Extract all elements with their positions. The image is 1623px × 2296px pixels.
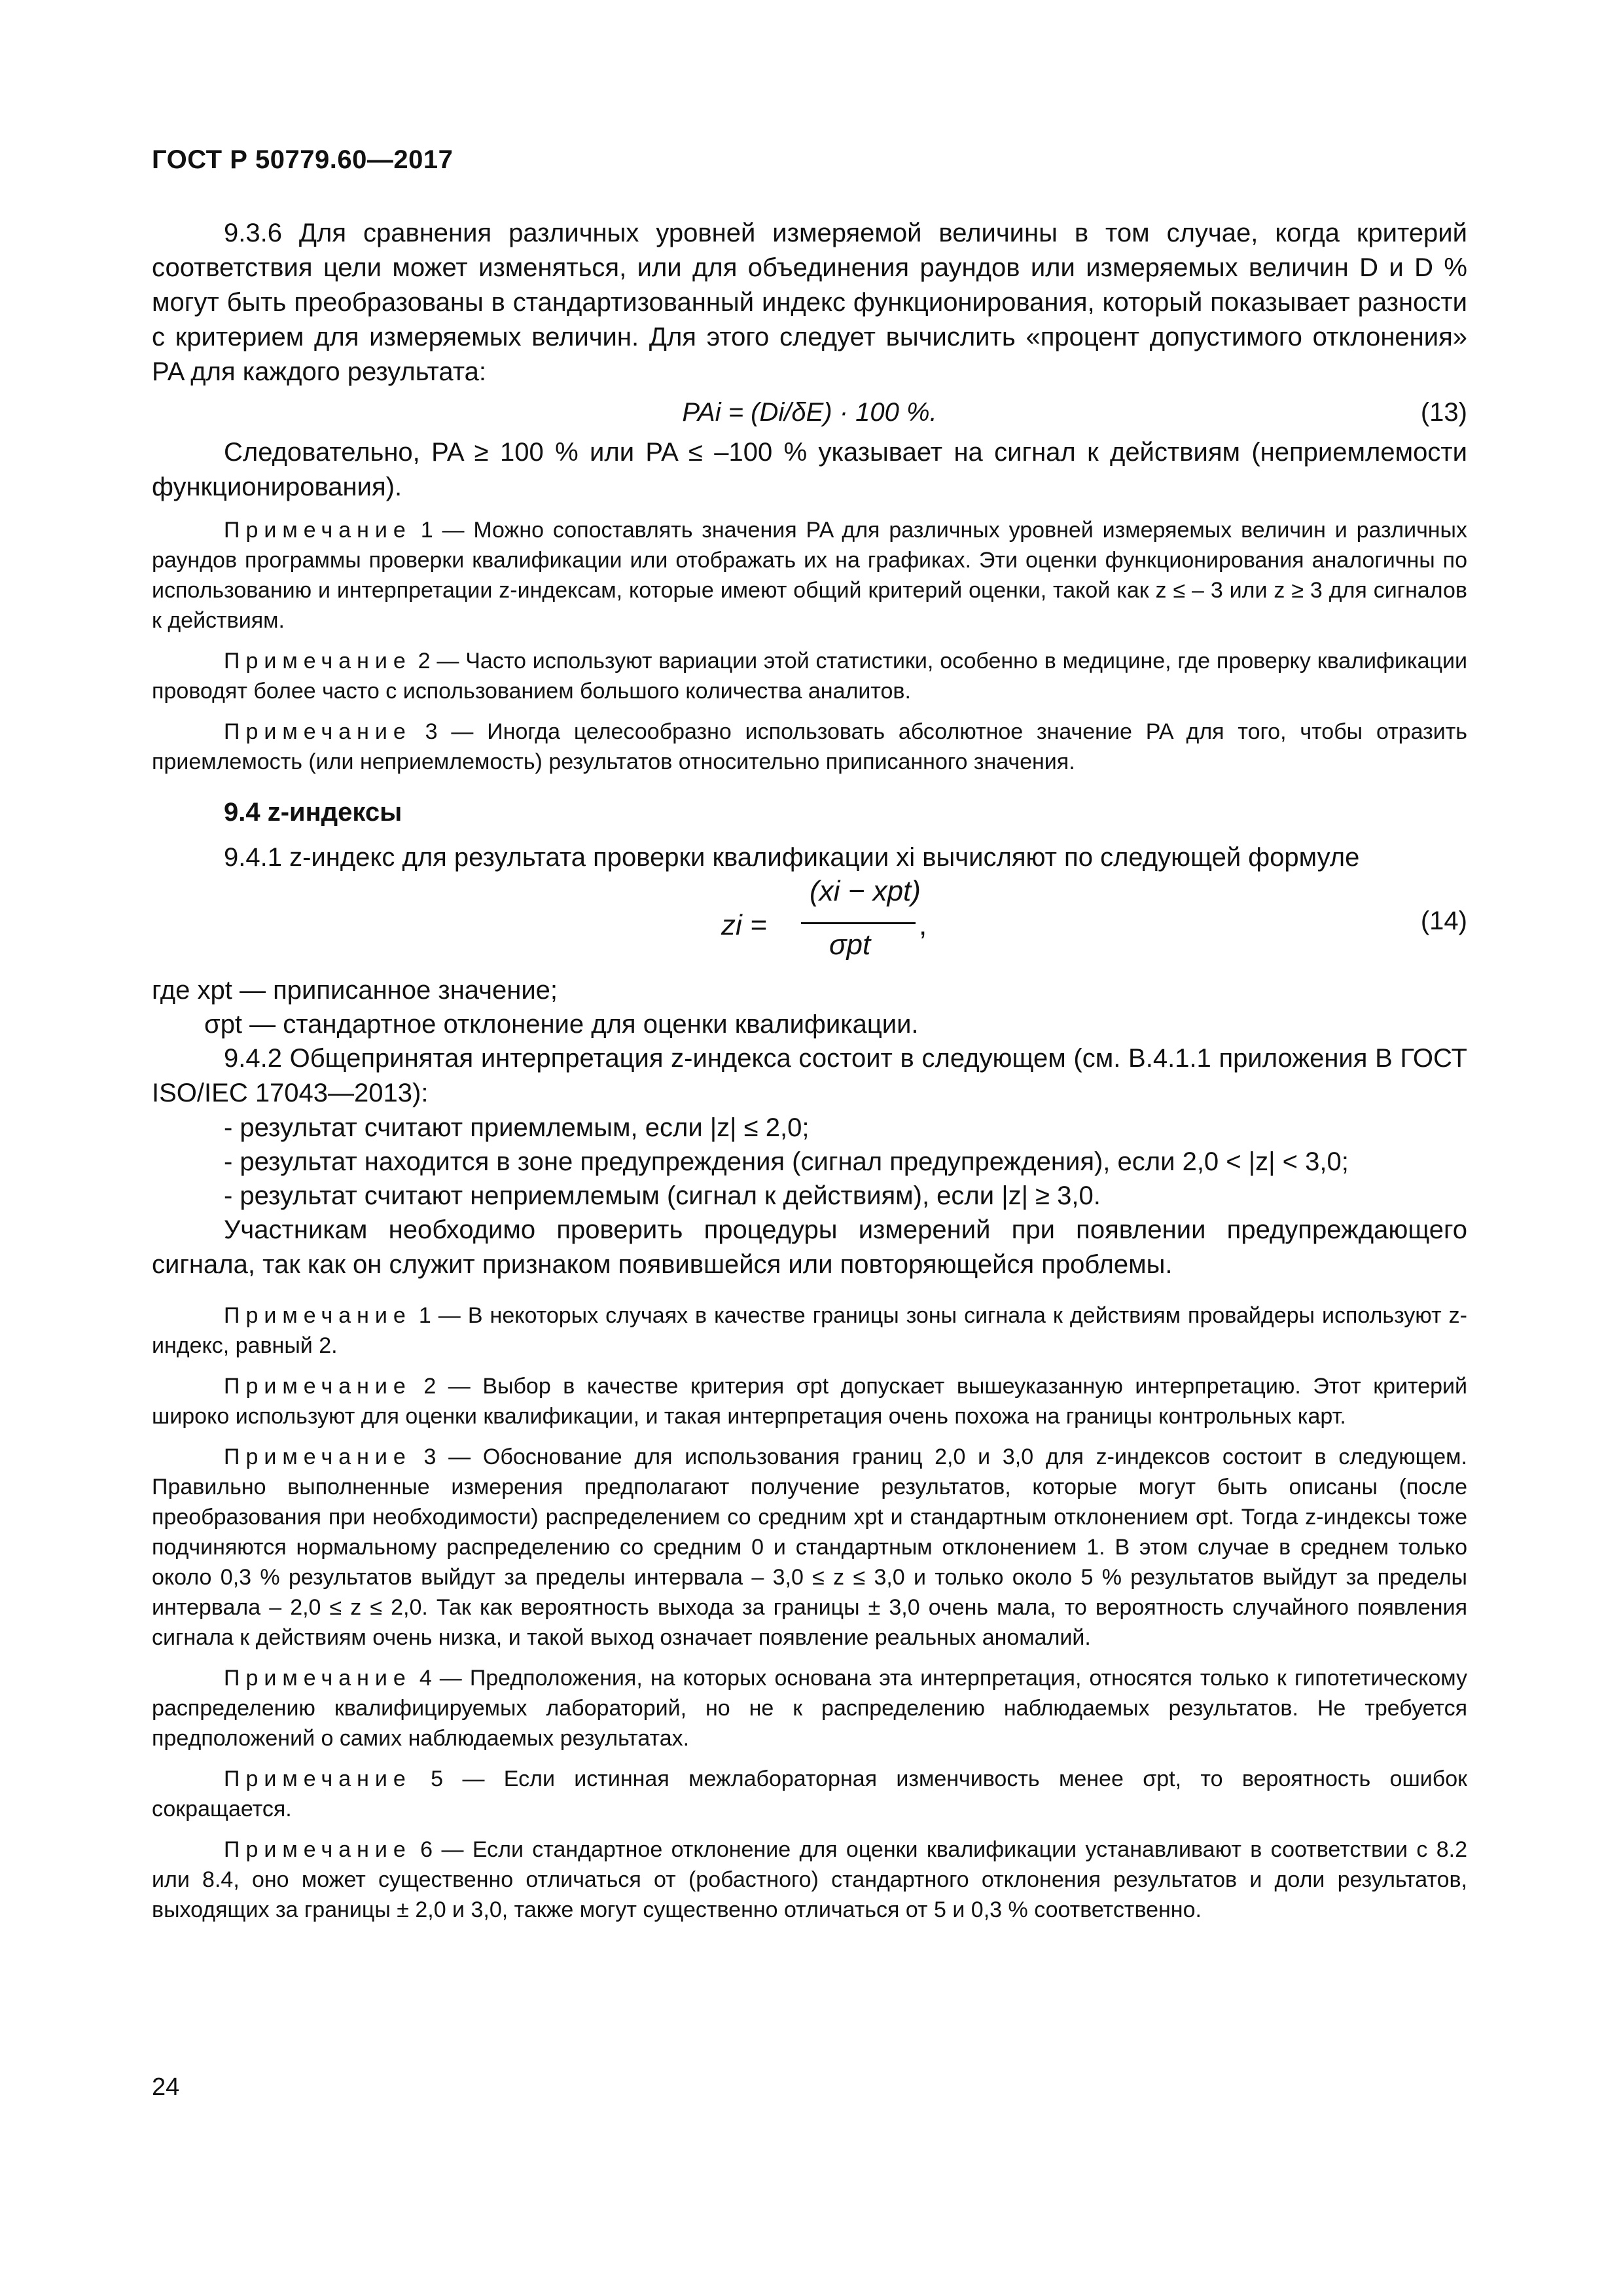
formula-14-comma: ,: [919, 909, 927, 941]
note-label: Примечание: [224, 719, 412, 744]
page-number: 24: [152, 2073, 180, 2101]
note-text: 2 — Выбор в качестве критерия σpt допускает вышеуказанную интерпретацию. Этот критерий широко используют для оценки квалификации, и такая интерпретация очень похожа на границы контрольных карт.: [152, 1374, 1467, 1429]
formula-14-denominator: σpt: [829, 929, 871, 961]
formula-13-number: (13): [1420, 398, 1467, 427]
where-line-1: где xpt — приписанное значение;: [152, 976, 558, 1005]
note-b-2: [152, 1371, 1467, 1431]
note-a-3: [152, 717, 1467, 777]
note-b-6: [152, 1835, 1467, 1925]
paragraph-9-4-2: 9.4.2 Общепринятая интерпретация z-индекса состоит в следующем (см. B.4.1.1 приложения B ГОСТ ISO/IEC 17043—2013):: [152, 1044, 1467, 1107]
paragraph-participants: Участникам необходимо проверить процедуры измерений при появлении предупреждающего сигнала, так как он служит признаком появившейся или повторяющейся проблемы.: [152, 1215, 1467, 1279]
note-b-5: [152, 1764, 1467, 1824]
note-text: 5 — Если истинная межлабораторная изменчивость менее σpt, то вероятность ошибок сокращается.: [152, 1767, 1468, 1821]
note-text: 1 — Можно сопоставлять значения PA для различных уровней измеряемых величин и различных раундов программы проверки квалификации или отображать их на графиках. Эти оценки функционирования аналогичны по использованию и интерпретации z-индексам, которые имеют общий критерий оценки, такой как z ≤ – 3 или z ≥ 3 для сигналов к действиям.: [152, 518, 1467, 633]
note-text: 2 — Часто используют вариации этой статистики, особенно в медицине, где проверку квалификации проводят более часто с использованием большого количества аналитов.: [152, 649, 1467, 704]
bullet-item: - результат считают приемлемым, если |z| ≤ 2,0;: [224, 1113, 810, 1142]
document-header: ГОСТ Р 50779.60—2017: [152, 145, 454, 174]
note-label: Примечание: [224, 1444, 412, 1469]
formula-14-lhs: zi =: [721, 909, 767, 941]
fraction-bar: [801, 922, 916, 924]
note-label: Примечание: [224, 1837, 412, 1862]
note-a-1: [152, 515, 1467, 636]
note-a-2: [152, 646, 1467, 706]
note-text: 1 — В некоторых случаях в качестве границы зоны сигнала к действиям провайдеры используют z-индекс, равный 2.: [152, 1303, 1467, 1358]
document-body: [152, 216, 1467, 1925]
where-line-2: σpt — стандартное отклонение для оценки квалификации.: [204, 1010, 919, 1039]
formula-14-numerator: (xi − xpt): [810, 875, 921, 907]
formula-13-expression: PAi = (Di/δE) · 100 %.: [682, 398, 937, 427]
note-label: Примечание: [224, 1374, 412, 1399]
formula-14-fraction: [721, 875, 957, 973]
note-b-1: [152, 1300, 1467, 1361]
note-text: 3 — Обоснование для использования границ 2,0 и 3,0 для z-индексов состоит в следующем. Правильно выполненные измерения предполагают получение результатов, которые могут быть описаны (после преобразования при необходимости) распределением со средним xpt и стандартным отклонением σpt. Тогда z-индексы тоже подчиняются нормальному распределению со средним 0 и стандартным отклонением 1. В этом случае в среднем только около 0,3 % результатов выйдут за пределы интервала – 3,0 ≤ z ≤ 3,0 и только около 5 % результатов выйдут за пределы интервала – 2,0 ≤ z ≤ 2,0. Так как вероятность выхода за границы ± 3,0 очень мала, то вероятность случайного появления сигнала к действиям очень низка, и такой выход означает появление реальных аномалий.: [152, 1444, 1467, 1650]
note-label: Примечание: [224, 1767, 412, 1791]
formula-14: [152, 875, 1467, 973]
formula-13: [152, 389, 1467, 435]
note-text: 4 — Предположения, на которых основана эта интерпретация, относятся только к гипотетическому распределению квалифицируемых лабораторий, но не к распределению наблюдаемых результатов. Не требуется предположений о самих наблюдаемых результатах.: [152, 1666, 1467, 1751]
note-b-3: [152, 1442, 1467, 1653]
paragraph-9-4-1: 9.4.1 z-индекс для результата проверки квалификации xi вычисляют по следующей формуле: [224, 843, 1360, 872]
paragraph-consequence: Следовательно, PA ≥ 100 % или PA ≤ –100 % указывает на сигнал к действиям (неприемлемости функционирования).: [152, 438, 1467, 501]
note-label: Примечание: [224, 1303, 412, 1328]
note-text: 3 — Иногда целесообразно использовать абсолютное значение PA для того, чтобы отразить приемлемость (или неприемлемость) результатов относительно приписанного значения.: [152, 719, 1467, 774]
note-text: 6 — Если стандартное отклонение для оценки квалификации устанавливают в соответствии с 8.2 или 8.4, оно может существенно отличаться от (робастного) стандартного отклонения результатов и доли результатов, выходящих за границы ± 2,0 и 3,0, также могут существенно отличаться от 5 и 0,3 % соответственно.: [152, 1837, 1467, 1922]
bullet-item: - результат считают неприемлемым (сигнал к действиям), если |z| ≥ 3,0.: [224, 1181, 1101, 1210]
bullet-item: - результат находится в зоне предупреждения (сигнал предупреждения), если 2,0 < |z| < 3,0;: [224, 1147, 1349, 1176]
section-heading-9-4: 9.4 z-индексы: [224, 798, 402, 827]
note-b-4: [152, 1663, 1467, 1753]
note-label: Примечание: [224, 649, 412, 673]
note-label: Примечание: [224, 1666, 412, 1691]
paragraph-9-3-6: 9.3.6 Для сравнения различных уровней измеряемой величины в том случае, когда критерий соответствия цели может изменяться, или для объединения раундов или измеряемых величин D и D % могут быть преобразованы в стандартизованный индекс функционирования, который показывает разности с критерием для измеряемых величин. Для этого следует вычислить «процент допустимого отклонения» PA для каждого результата:: [152, 219, 1467, 386]
formula-14-number: (14): [1420, 906, 1467, 935]
note-label: Примечание: [224, 518, 412, 543]
